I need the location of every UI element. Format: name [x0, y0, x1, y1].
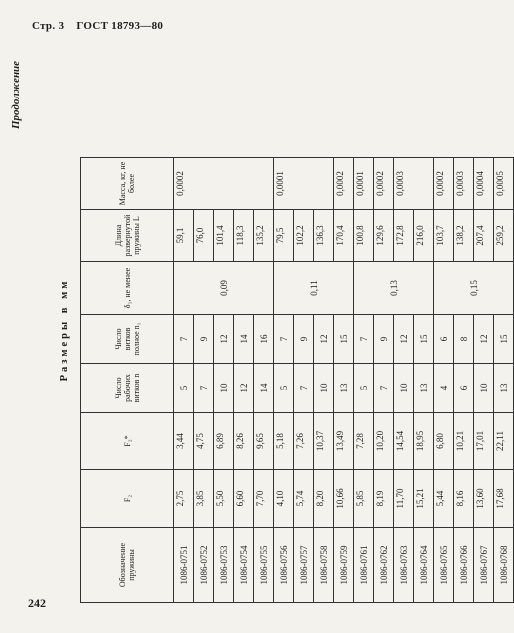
cell-f2: 11,70: [394, 470, 414, 528]
cell-delta: 0,11: [274, 262, 354, 315]
cell-designation: 1086-0765: [434, 528, 454, 603]
cell-total-coils: 12: [214, 315, 234, 364]
cell-mass: 0,0001: [274, 158, 334, 210]
cell-mass: 0,0002: [174, 158, 274, 210]
cell-total-coils: 9: [294, 315, 314, 364]
table-row: [394, 158, 414, 603]
cell-mass: 0,0002: [334, 158, 354, 210]
table-header-row: [81, 158, 174, 603]
cell-mass: 0,0002: [434, 158, 454, 210]
cell-designation: 1086-0762: [374, 528, 394, 603]
cell-length: 59,1: [174, 210, 194, 262]
cell-length: 103,7: [434, 210, 454, 262]
cell-length: 102,2: [294, 210, 314, 262]
cell-designation: 1086-0767: [474, 528, 494, 603]
cell-length: 172,8: [394, 210, 414, 262]
col-header-f2: F₂: [81, 470, 174, 528]
cell-working-coils: 5: [274, 364, 294, 413]
cell-working-coils: 5: [354, 364, 374, 413]
cell-f2: 5,74: [294, 470, 314, 528]
col-header-working-coils: Число рабочих витков n: [81, 364, 174, 413]
cell-f2: 17,68: [494, 470, 514, 528]
cell-mass: 0,0003: [394, 158, 434, 210]
cell-total-coils: 7: [354, 315, 374, 364]
cell-total-coils: 14: [234, 315, 254, 364]
spring-dimensions-table: [80, 157, 514, 603]
col-header-f2-star: F₂*: [81, 413, 174, 470]
cell-total-coils: 15: [334, 315, 354, 364]
cell-total-coils: 12: [474, 315, 494, 364]
cell-designation: 1086-0755: [254, 528, 274, 603]
cell-working-coils: 4: [434, 364, 454, 413]
cell-working-coils: 7: [374, 364, 394, 413]
cell-working-coils: 13: [334, 364, 354, 413]
continuation-label: Продолжение: [10, 60, 22, 129]
cell-working-coils: 10: [214, 364, 234, 413]
table-row: [334, 158, 354, 603]
page-header: [32, 20, 172, 32]
cell-f2: 8,20: [314, 470, 334, 528]
cell-length: 259,2: [494, 210, 514, 262]
table-row: [214, 158, 234, 603]
page-label: Стр. 3: [32, 20, 65, 32]
cell-designation: 1086-0759: [334, 528, 354, 603]
cell-working-coils: 7: [294, 364, 314, 413]
cell-total-coils: 6: [434, 315, 454, 364]
cell-designation: 1086-0756: [274, 528, 294, 603]
cell-f2-star: 6,80: [434, 413, 454, 470]
cell-mass: 0,0001: [354, 158, 374, 210]
cell-f2-star: 9,65: [254, 413, 274, 470]
table-row: [274, 158, 294, 603]
table-row: [474, 158, 494, 603]
cell-working-coils: 10: [394, 364, 414, 413]
cell-designation: 1086-0764: [414, 528, 434, 603]
cell-length: 101,4: [214, 210, 234, 262]
table-row: [354, 158, 374, 603]
cell-f2: 15,21: [414, 470, 434, 528]
cell-working-coils: 10: [314, 364, 334, 413]
cell-total-coils: 9: [194, 315, 214, 364]
cell-designation: 1086-0758: [314, 528, 334, 603]
table-row: [294, 158, 314, 603]
cell-designation: 1086-0754: [234, 528, 254, 603]
cell-length: 207,4: [474, 210, 494, 262]
col-header-length: Длина развернутой пружины L: [81, 210, 174, 262]
cell-working-coils: 13: [414, 364, 434, 413]
cell-working-coils: 13: [494, 364, 514, 413]
cell-length: 129,6: [374, 210, 394, 262]
table-title: Размеры в мм: [59, 278, 70, 382]
cell-length: 170,4: [334, 210, 354, 262]
cell-f2: 8,16: [454, 470, 474, 528]
cell-f2-star: 8,26: [234, 413, 254, 470]
cell-length: 100,8: [354, 210, 374, 262]
cell-total-coils: 15: [494, 315, 514, 364]
cell-f2-star: 5,18: [274, 413, 294, 470]
table-row: [314, 158, 334, 603]
cell-f2: 7,70: [254, 470, 274, 528]
cell-working-coils: 7: [194, 364, 214, 413]
cell-designation: 1086-0751: [174, 528, 194, 603]
cell-total-coils: 7: [274, 315, 294, 364]
cell-length: 118,3: [234, 210, 254, 262]
cell-designation: 1086-0763: [394, 528, 414, 603]
cell-delta: 0,15: [434, 262, 514, 315]
cell-length: 79,5: [274, 210, 294, 262]
col-header-designation: Обозначение пружины: [81, 528, 174, 603]
cell-f2: 8,19: [374, 470, 394, 528]
cell-mass: 0,0003: [454, 158, 474, 210]
cell-f2-star: 7,26: [294, 413, 314, 470]
cell-mass: 0,0004: [474, 158, 494, 210]
cell-total-coils: 12: [314, 315, 334, 364]
cell-f2-star: 7,28: [354, 413, 374, 470]
cell-f2-star: 10,37: [314, 413, 334, 470]
cell-length: 136,3: [314, 210, 334, 262]
cell-working-coils: 12: [234, 364, 254, 413]
table-row: [194, 158, 214, 603]
cell-length: 216,0: [414, 210, 434, 262]
cell-f2-star: 14,54: [394, 413, 414, 470]
cell-f2: 13,60: [474, 470, 494, 528]
table-row: [174, 158, 194, 603]
cell-working-coils: 14: [254, 364, 274, 413]
cell-f2: 2,75: [174, 470, 194, 528]
cell-working-coils: 5: [174, 364, 194, 413]
cell-designation: 1086-0761: [354, 528, 374, 603]
cell-length: 135,2: [254, 210, 274, 262]
cell-length: 76,0: [194, 210, 214, 262]
cell-total-coils: 8: [454, 315, 474, 364]
table-row: [494, 158, 514, 603]
table-row: [374, 158, 394, 603]
cell-f2-star: 13,49: [334, 413, 354, 470]
cell-f2: 10,66: [334, 470, 354, 528]
col-header-total-coils: Число витков полное n₁: [81, 315, 174, 364]
cell-mass: 0,0002: [374, 158, 394, 210]
cell-f2-star: 4,75: [194, 413, 214, 470]
cell-f2: 5,85: [354, 470, 374, 528]
cell-f2-star: 6,89: [214, 413, 234, 470]
cell-delta: 0,09: [174, 262, 274, 315]
cell-f2: 5,50: [214, 470, 234, 528]
cell-designation: 1086-0753: [214, 528, 234, 603]
cell-mass: 0,0005: [494, 158, 514, 210]
cell-designation: 1086-0768: [494, 528, 514, 603]
rotated-content: [0, 45, 509, 615]
table-body: [174, 158, 514, 603]
col-header-mass: Масса, кг, не более: [81, 158, 174, 210]
cell-total-coils: 15: [414, 315, 434, 364]
cell-f2-star: 3,44: [174, 413, 194, 470]
standard-label: ГОСТ 18793—80: [76, 20, 164, 32]
cell-f2: 6,60: [234, 470, 254, 528]
cell-total-coils: 12: [394, 315, 414, 364]
cell-delta: 0,13: [354, 262, 434, 315]
cell-total-coils: 7: [174, 315, 194, 364]
cell-total-coils: 16: [254, 315, 274, 364]
cell-f2-star: 10,20: [374, 413, 394, 470]
table-row: [454, 158, 474, 603]
table-row: [414, 158, 434, 603]
cell-designation: 1086-0766: [454, 528, 474, 603]
cell-designation: 1086-0757: [294, 528, 314, 603]
cell-f2-star: 22,11: [494, 413, 514, 470]
cell-designation: 1086-0752: [194, 528, 214, 603]
cell-working-coils: 10: [474, 364, 494, 413]
table-row: [434, 158, 454, 603]
cell-f2-star: 18,95: [414, 413, 434, 470]
table-row: [254, 158, 274, 603]
cell-length: 138,2: [454, 210, 474, 262]
cell-total-coils: 9: [374, 315, 394, 364]
cell-f2: 3,85: [194, 470, 214, 528]
cell-f2: 4,10: [274, 470, 294, 528]
cell-f2-star: 17,01: [474, 413, 494, 470]
table-row: [234, 158, 254, 603]
cell-f2: 5,44: [434, 470, 454, 528]
page-number: 242: [28, 596, 46, 610]
cell-working-coils: 6: [454, 364, 474, 413]
col-header-delta: δ₁, не менее: [81, 262, 174, 315]
cell-f2-star: 10,21: [454, 413, 474, 470]
